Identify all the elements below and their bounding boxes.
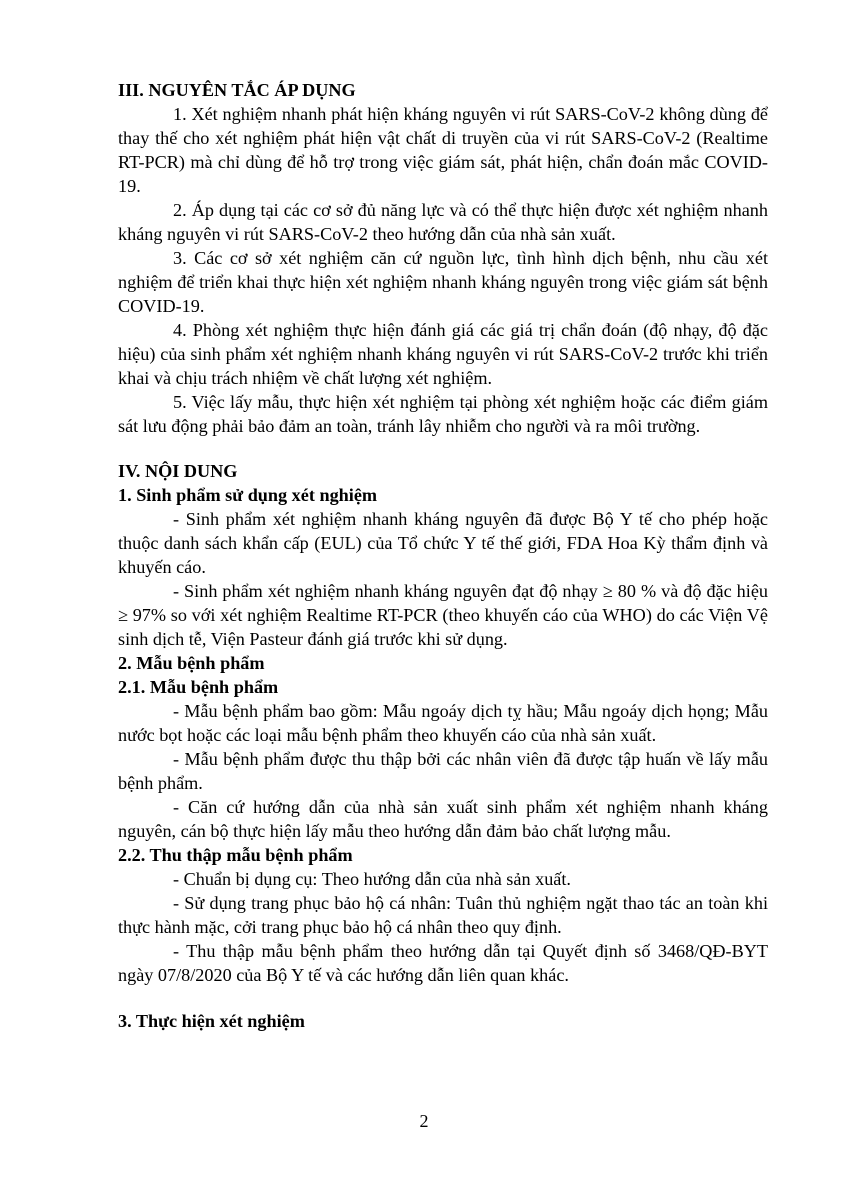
- paragraph: 3. Các cơ sở xét nghiệm căn cứ nguồn lực, tình hình dịch bệnh, nhu cầu xét nghiệm để triển khai thực hiện xét nghiệm nhanh kháng nguyên trong việc giám sát bệnh COVID-19.: [118, 248, 768, 316]
- page-content: [118, 78, 768, 1033]
- page-number: 2: [419, 1111, 429, 1131]
- paragraph: - Sinh phẩm xét nghiệm nhanh kháng nguyên đã được Bộ Y tế cho phép hoặc thuộc danh sách khẩn cấp (EUL) của Tổ chức Y tế thế giới, FDA Hoa Kỳ thẩm định và khuyến cáo.: [118, 509, 768, 577]
- paragraph: 5. Việc lấy mẫu, thực hiện xét nghiệm tại phòng xét nghiệm hoặc các điểm giám sát lưu động phải bảo đảm an toàn, tránh lây nhiễm cho người và ra môi trường.: [118, 392, 768, 436]
- paragraph: 4. Phòng xét nghiệm thực hiện đánh giá các giá trị chẩn đoán (độ nhạy, độ đặc hiệu) của sinh phẩm xét nghiệm nhanh kháng nguyên vi rút SARS-CoV-2 trước khi triển khai và chịu trách nhiệm về chất lượng xét nghiệm.: [118, 320, 768, 388]
- paragraph: 2. Áp dụng tại các cơ sở đủ năng lực và có thể thực hiện được xét nghiệm nhanh kháng nguyên vi rút SARS-CoV-2 theo hướng dẫn của nhà sản xuất.: [118, 200, 768, 244]
- section-heading-content: IV. NỘI DUNG: [118, 461, 238, 481]
- paragraph: - Mẫu bệnh phẩm bao gồm: Mẫu ngoáy dịch tỵ hầu; Mẫu ngoáy dịch họng; Mẫu nước bọt hoặc các loại mẫu bệnh phẩm theo khuyến cáo của nhà sản xuất.: [118, 701, 768, 745]
- subsection-heading-reagents: 1. Sinh phẩm sử dụng xét nghiệm: [118, 485, 378, 505]
- subsection-heading-testing: 3. Thực hiện xét nghiệm: [118, 1011, 305, 1031]
- paragraph: - Sinh phẩm xét nghiệm nhanh kháng nguyên đạt độ nhạy ≥ 80 % và độ đặc hiệu ≥ 97% so với xét nghiệm Realtime RT-PCR (theo khuyến cáo của WHO) do các Viện Vệ sinh dịch tễ, Viện Pasteur đánh giá trước khi sử dụng.: [118, 581, 768, 649]
- paragraph: 1. Xét nghiệm nhanh phát hiện kháng nguyên vi rút SARS-CoV-2 không dùng để thay thế cho xét nghiệm phát hiện vật chất di truyền của vi rút SARS-CoV-2 (Realtime RT-PCR) mà chỉ dùng để hỗ trợ trong việc giám sát, phát hiện, chẩn đoán mắc COVID-19.: [118, 104, 768, 196]
- paragraph: - Căn cứ hướng dẫn của nhà sản xuất sinh phẩm xét nghiệm nhanh kháng nguyên, cán bộ thực hiện lấy mẫu theo hướng dẫn đảm bảo chất lượng mẫu.: [118, 797, 768, 841]
- paragraph: - Chuẩn bị dụng cụ: Theo hướng dẫn của nhà sản xuất.: [173, 869, 571, 889]
- paragraph: - Thu thập mẫu bệnh phẩm theo hướng dẫn tại Quyết định số 3468/QĐ-BYT ngày 07/8/2020 của Bộ Y tế và các hướng dẫn liên quan khác.: [118, 941, 768, 985]
- paragraph: - Sử dụng trang phục bảo hộ cá nhân: Tuân thủ nghiệm ngặt thao tác an toàn khi thực hành mặc, cởi trang phục bảo hộ cá nhân theo quy định.: [118, 893, 768, 937]
- section-heading-principles: III. NGUYÊN TẮC ÁP DỤNG: [118, 80, 356, 100]
- paragraph: - Mẫu bệnh phẩm được thu thập bởi các nhân viên đã được tập huấn về lấy mẫu bệnh phẩm.: [118, 749, 768, 793]
- subsection-heading-specimen-types: 2.1. Mẫu bệnh phẩm: [118, 677, 279, 697]
- subsection-heading-specimens: 2. Mẫu bệnh phẩm: [118, 653, 265, 673]
- subsection-heading-collection: 2.2. Thu thập mẫu bệnh phẩm: [118, 845, 353, 865]
